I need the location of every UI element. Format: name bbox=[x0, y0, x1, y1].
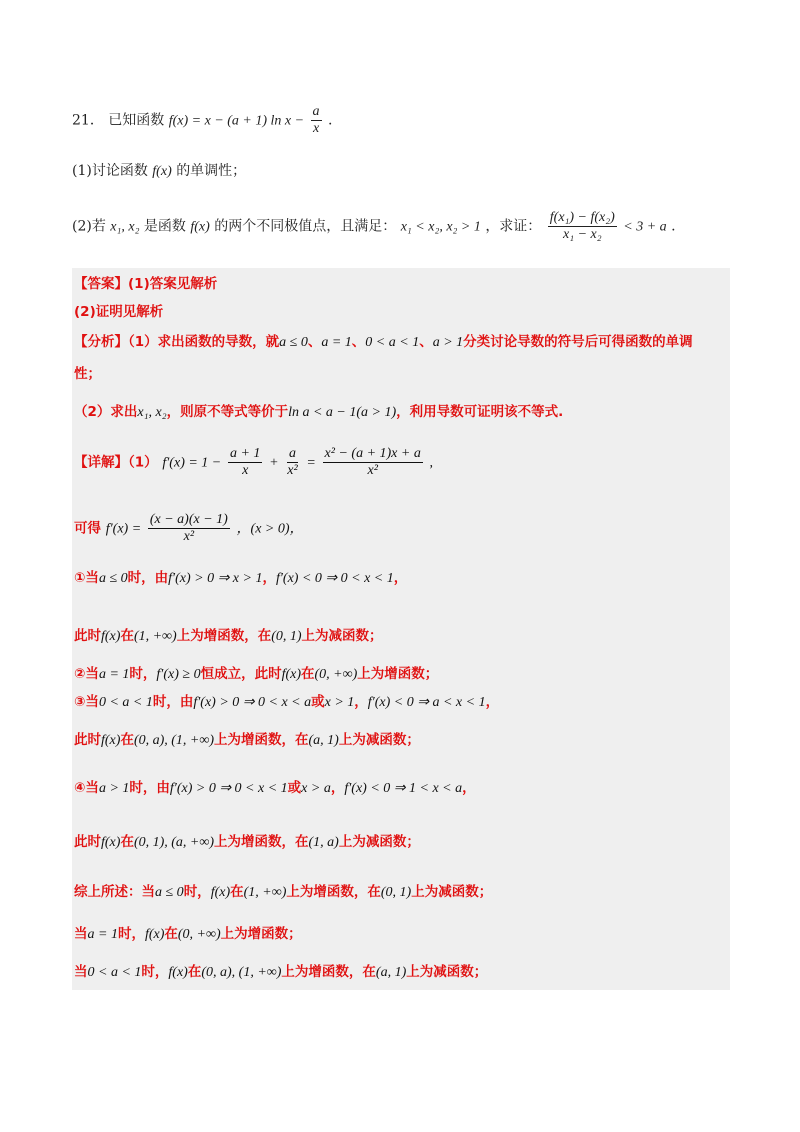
analysis-part1: 【分析】（1）求出函数的导数，就a ≤ 0、a = 1、0 < a < 1、a > 1分类讨论导数的符号后可得函数的单调 bbox=[74, 334, 693, 350]
question-part2: (2)若 x₁, x₂ 是函数 f(x) 的两个不同极值点，且满足： x₁ < x₂, x₂ > 1 ，求证： $\frac{\text{f(x₁) − f(x₂)}}{\text{x₁ − x₂}}$ < 3 + a . bbox=[72, 210, 676, 242]
analysis-part2: （2）求出x₁, x₂，则原不等式等价于ln a < a − 1(a > 1)，利用导数可证明该不等式. bbox=[74, 404, 564, 420]
question-intro: 已知函数 bbox=[108, 112, 165, 129]
case-3-line-2: 此时f(x)在(0, a), (1, +∞)上为增函数，在(a, 1)上为减函数； bbox=[74, 732, 420, 748]
prove-fraction: $\frac{\text{f(x₁) − f(x₂)}}{\text{x₁ − x₂}}$ bbox=[549, 210, 615, 242]
detail-derivative: 【详解】（1） f′(x) = 1 − $\frac{a + 1}{x}$ + $\frac{a}{\text{x²}}$ = $\frac{\text{x² − (a + 1)x + a}}{\text{x²}}$ , bbox=[74, 446, 434, 478]
summary-line-3: 当0 < a < 1时，f(x)在(0, a), (1, +∞)上为增函数，在(a, 1)上为减函数； bbox=[74, 964, 488, 980]
case-2: ②当a = 1时，f′(x) ≥ 0恒成立，此时f(x)在(0, +∞)上为增函数； bbox=[74, 666, 439, 682]
case-4-line-2: 此时f(x)在(0, 1), (a, +∞)上为增函数，在(1, a)上为减函数； bbox=[74, 834, 420, 850]
answer-line-1: 【答案】(1)答案见解析 bbox=[74, 276, 218, 292]
function-definition: f(x) = x − (a + 1) ln x − bbox=[168, 113, 305, 129]
analysis-part1-cont: 性； bbox=[74, 366, 101, 382]
case-1-line-1: ①当a ≤ 0时，由f′(x) > 0 ⇒ x > 1，f′(x) < 0 ⇒ 0 < x < 1， bbox=[74, 570, 408, 586]
question-part1: (1)讨论函数 f(x) 的单调性； bbox=[72, 163, 247, 179]
function-fraction: $\frac{a}{x}$ bbox=[312, 104, 320, 136]
case-3-line-1: ③当0 < a < 1时，由f′(x) > 0 ⇒ 0 < x < a或x > 1，f′(x) < 0 ⇒ a < x < 1， bbox=[74, 694, 500, 710]
summary-line-1: 综上所述：当a ≤ 0时，f(x)在(1, +∞)上为增函数，在(0, 1)上为减函数； bbox=[74, 884, 493, 900]
summary-line-2: 当a = 1时，f(x)在(0, +∞)上为增函数； bbox=[74, 926, 302, 942]
case-1-line-2: 此时f(x)在(1, +∞)上为增函数，在(0, 1)上为减函数； bbox=[74, 628, 383, 644]
answer-line-2: (2)证明见解析 bbox=[74, 304, 164, 320]
question-statement: 21． 已知函数 f(x) = x − (a + 1) ln x − $\frac{a}{x}$ . bbox=[72, 104, 333, 136]
detail-derivative-factored: 可得 f′(x) = $\frac{(x - a)(x - 1)}{\text{x²}}$ ，(x > 0)， bbox=[74, 512, 304, 544]
case-4-line-1: ④当a > 1时，由f′(x) > 0 ⇒ 0 < x < 1或x > a，f′(x) < 0 ⇒ 1 < x < a， bbox=[74, 780, 476, 796]
question-number: 21． bbox=[72, 112, 104, 129]
